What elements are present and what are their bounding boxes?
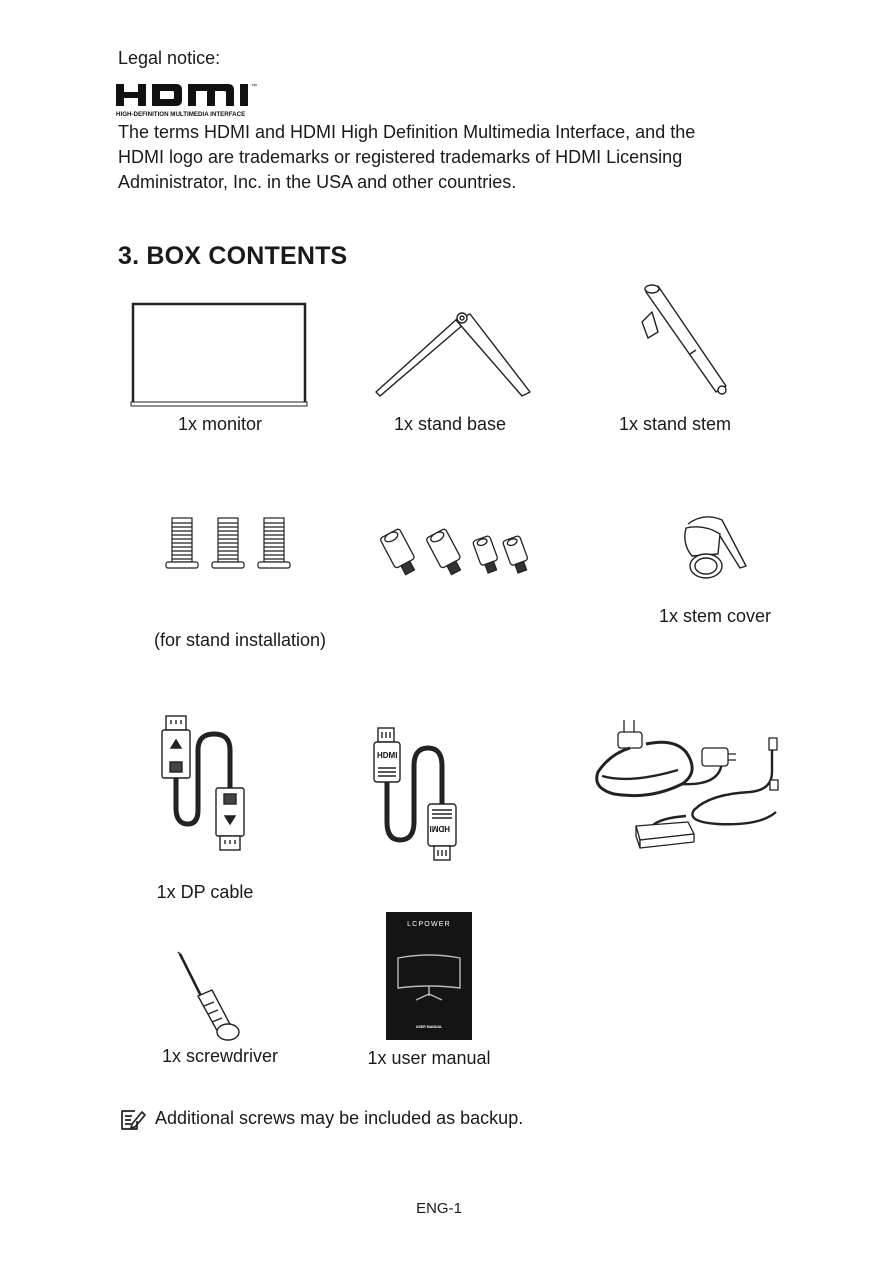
hdmi-tagline: HIGH-DEFINITION MULTIMEDIA INTERFACE <box>116 111 246 118</box>
hdmi-cable-illustration <box>370 726 466 866</box>
user-manual-illustration <box>386 912 472 1040</box>
manual-subtitle: USER MANUAL <box>415 1025 443 1029</box>
hdmi-tm: ™ <box>251 84 257 90</box>
dp-cable-illustration <box>160 714 244 852</box>
page-number: ENG-1 <box>416 1200 462 1217</box>
legal-text <box>118 120 758 195</box>
legal-line: HDMI logo are trademarks or registered trademarks of HDMI Licensing <box>118 147 683 167</box>
monitor-illustration <box>128 298 312 410</box>
screwdriver-illustration <box>174 950 246 1042</box>
caption-dp-cable: 1x DP cable <box>156 882 254 902</box>
stem-cover-illustration <box>674 510 754 582</box>
manual-brand: LCPOWER <box>407 921 451 928</box>
hdmi-plug-label: HDMI <box>377 751 398 760</box>
stand-base-illustration <box>370 308 534 400</box>
legal-notice-label: Legal notice: <box>118 48 221 68</box>
legal-line: The terms HDMI and HDMI High Definition Multimedia Interface, and the <box>118 122 696 142</box>
caption-user-manual: 1x user manual <box>367 1048 491 1068</box>
hdmi-logo <box>116 80 268 120</box>
caption-screwdriver: 1x screwdriver <box>161 1046 279 1066</box>
power-adapter-illustration <box>590 714 796 856</box>
hdmi-plug-label-flipped: HDMI <box>429 824 450 833</box>
caption-stem-cover: 1x stem cover <box>658 606 772 626</box>
section-title: 3. BOX CONTENTS <box>118 242 348 270</box>
screws-illustration <box>164 514 294 576</box>
caption-stand-stem: 1x stand stem <box>618 414 732 434</box>
stand-stem-illustration <box>630 282 730 398</box>
caption-stand-base: 1x stand base <box>393 414 507 434</box>
caption-monitor: 1x monitor <box>177 414 263 434</box>
spacers-illustration <box>374 526 534 582</box>
legal-line: Administrator, Inc. in the USA and other countries. <box>118 172 517 192</box>
caption-screws-note: (for stand installation) <box>153 630 327 650</box>
note-text: Additional screws may be included as backup. <box>155 1108 524 1128</box>
note-icon <box>120 1108 146 1132</box>
